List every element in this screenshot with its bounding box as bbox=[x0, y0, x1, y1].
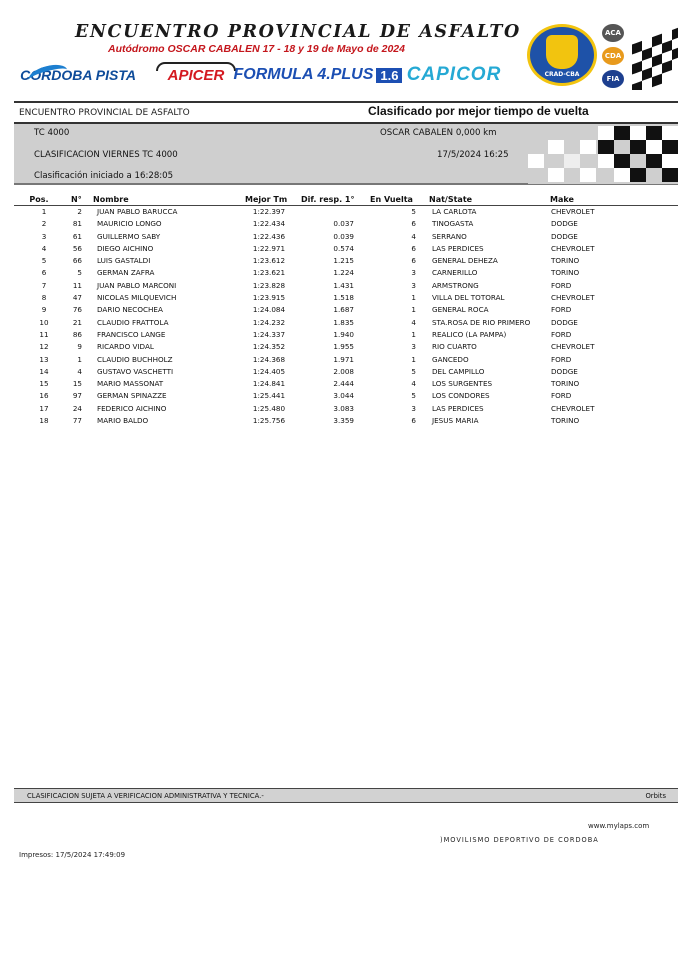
cell-num: 24 bbox=[72, 403, 82, 413]
cell-pos: 12 bbox=[39, 342, 49, 352]
cell-nat: JESUS MARIA bbox=[432, 416, 479, 426]
checkered-flag-icon bbox=[628, 24, 678, 90]
cell-num: 81 bbox=[72, 219, 82, 229]
table-row bbox=[0, 244, 678, 256]
cell-lap: 5 bbox=[411, 207, 416, 216]
cell-lap: 6 bbox=[411, 219, 416, 229]
apicer-logo bbox=[148, 62, 244, 88]
cell-num: 86 bbox=[72, 329, 82, 339]
cell-name: FEDERICO AICHINO bbox=[97, 403, 167, 413]
cell-name: MAURICIO LONGO bbox=[97, 219, 162, 229]
cell-lap: 3 bbox=[411, 280, 416, 290]
footer-note: CLASIFICACION SUJETA A VERIFICACION ADMINISTRATIVA Y TECNICA.- bbox=[27, 792, 264, 800]
cell-diff: 0.574 bbox=[333, 243, 354, 253]
cell-pos: 6 bbox=[41, 268, 47, 278]
cell-best: 1:25.441 bbox=[252, 391, 286, 401]
cell-num: 47 bbox=[72, 293, 82, 303]
cell-name: JUAN PABLO BARUCCA bbox=[97, 207, 178, 216]
cell-make: CHEVROLET bbox=[551, 342, 595, 352]
cell-lap: 1 bbox=[411, 293, 416, 303]
col-lap-header: En Vuelta bbox=[370, 195, 413, 204]
session-start-time: Clasificación iniciado a 16:28:05 bbox=[34, 171, 174, 181]
cell-diff: 3.044 bbox=[333, 391, 354, 401]
table-row bbox=[0, 404, 678, 416]
cell-best: 1:24.352 bbox=[252, 342, 286, 352]
cell-pos: 4 bbox=[41, 243, 47, 253]
cell-best: 1:24.841 bbox=[252, 379, 286, 389]
cell-make: CHEVROLET bbox=[551, 207, 595, 216]
footer-system: Orbits bbox=[645, 792, 666, 800]
cell-pos: 5 bbox=[41, 256, 47, 266]
table-row bbox=[0, 367, 678, 379]
cell-make: DODGE bbox=[551, 366, 578, 376]
cell-name: FRANCISCO LANGE bbox=[97, 329, 166, 339]
results-table-body bbox=[0, 207, 678, 428]
cell-lap: 3 bbox=[411, 268, 416, 278]
cell-num: 66 bbox=[72, 256, 82, 266]
table-row bbox=[0, 416, 678, 428]
cell-num: 61 bbox=[72, 231, 82, 241]
cell-num: 2 bbox=[77, 207, 82, 216]
cell-lap: 6 bbox=[411, 243, 416, 253]
track-label: OSCAR CABALEN 0,000 km bbox=[380, 128, 497, 138]
capicor-text: CAPICOR bbox=[406, 64, 502, 85]
col-diff-header: Dif. resp. 1° bbox=[301, 195, 355, 204]
cell-lap: 6 bbox=[411, 256, 416, 266]
apicer-text: APICER bbox=[167, 66, 225, 84]
formula-text: FORMULA 4.PLUS bbox=[233, 66, 374, 83]
col-make-header: Make bbox=[550, 195, 574, 204]
cell-make: DODGE bbox=[551, 317, 578, 327]
cell-make: FORD bbox=[551, 354, 572, 364]
cell-num: 11 bbox=[72, 280, 82, 290]
col-num-header: N° bbox=[71, 195, 82, 204]
col-name-header: Nombre bbox=[93, 195, 129, 204]
cell-num: 56 bbox=[72, 243, 82, 253]
table-row bbox=[0, 379, 678, 391]
cell-num: 15 bbox=[72, 379, 82, 389]
cell-num: 9 bbox=[77, 342, 82, 352]
category-label: TC 4000 bbox=[34, 128, 70, 138]
cell-lap: 4 bbox=[411, 231, 416, 241]
cell-nat: GENERAL ROCA bbox=[432, 305, 489, 315]
cell-lap: 1 bbox=[411, 305, 416, 315]
cell-nat: GENERAL DEHEZA bbox=[432, 256, 498, 266]
cell-make: FORD bbox=[551, 329, 572, 339]
cell-nat: ARMSTRONG bbox=[432, 280, 479, 290]
session-date: 17/5/2024 16:25 bbox=[437, 150, 509, 160]
cordoba-pista-text: CORDOBA PISTA bbox=[20, 66, 136, 83]
cell-pos: 18 bbox=[39, 416, 49, 426]
cell-best: 1:24.337 bbox=[252, 329, 286, 339]
cell-make: FORD bbox=[551, 305, 572, 315]
cell-pos: 10 bbox=[39, 317, 49, 327]
cell-name: CLAUDIO FRATTOLA bbox=[97, 317, 169, 327]
cell-make: DODGE bbox=[551, 231, 578, 241]
table-row bbox=[0, 330, 678, 342]
cell-pos: 11 bbox=[39, 329, 49, 339]
session-label: CLASIFICACION VIERNES TC 4000 bbox=[34, 150, 178, 160]
cell-nat: RIO CUARTO bbox=[432, 342, 477, 352]
cell-make: FORD bbox=[551, 280, 572, 290]
cell-nat: SERRANO bbox=[432, 231, 467, 241]
cell-nat: LOS CONDORES bbox=[432, 391, 490, 401]
cell-best: 1:24.232 bbox=[252, 317, 286, 327]
cell-pos: 17 bbox=[39, 403, 49, 413]
cell-name: GERMAN SPINAZZE bbox=[97, 391, 167, 401]
cell-num: 97 bbox=[72, 391, 82, 401]
table-header-rule bbox=[14, 205, 678, 206]
cell-pos: 15 bbox=[39, 379, 49, 389]
website-label: www.mylaps.com bbox=[588, 822, 650, 830]
footer-bar bbox=[14, 788, 678, 803]
cell-make: TORINO bbox=[551, 416, 580, 426]
cell-name: DARIO NECOCHEA bbox=[97, 305, 163, 315]
cell-make: CHEVROLET bbox=[551, 243, 595, 253]
table-row bbox=[0, 293, 678, 305]
cell-diff: 1.215 bbox=[333, 256, 354, 266]
cell-num: 21 bbox=[72, 317, 82, 327]
cell-lap: 4 bbox=[411, 317, 416, 327]
cell-make: FORD bbox=[551, 391, 572, 401]
cell-diff: 1.431 bbox=[333, 280, 354, 290]
cell-pos: 16 bbox=[39, 391, 49, 401]
table-row bbox=[0, 342, 678, 354]
cell-nat: GANCEDO bbox=[432, 354, 469, 364]
cell-num: 5 bbox=[77, 268, 82, 278]
cell-best: 1:23.612 bbox=[252, 256, 286, 266]
cell-best: 1:23.828 bbox=[252, 280, 286, 290]
cell-best: 1:25.756 bbox=[252, 416, 286, 426]
cell-name: LUIS GASTALDI bbox=[97, 256, 151, 266]
cell-nat: REALICO (LA PAMPA) bbox=[432, 329, 507, 339]
event-banner bbox=[0, 0, 678, 96]
cell-make: CHEVROLET bbox=[551, 293, 595, 303]
header-rule bbox=[14, 101, 678, 103]
cell-diff: 3.359 bbox=[333, 416, 354, 426]
cell-lap: 1 bbox=[411, 354, 416, 364]
cell-make: DODGE bbox=[551, 219, 578, 229]
cell-lap: 6 bbox=[411, 416, 416, 426]
session-info-box bbox=[14, 124, 678, 185]
cell-name: CLAUDIO BUCHHOLZ bbox=[97, 354, 173, 364]
cell-name: MARIO MASSONAT bbox=[97, 379, 164, 389]
table-row bbox=[0, 268, 678, 280]
cell-best: 1:22.971 bbox=[252, 243, 286, 253]
formula-badge: 1.6 bbox=[376, 68, 402, 83]
formula-logo bbox=[233, 62, 399, 88]
cell-best: 1:23.621 bbox=[252, 268, 286, 278]
printed-timestamp: Impresos: 17/5/2024 17:49:09 bbox=[19, 851, 126, 859]
table-row bbox=[0, 281, 678, 293]
col-best-header: Mejor Tm bbox=[245, 195, 288, 204]
col-pos-header: Pos. bbox=[29, 195, 49, 204]
cell-make: TORINO bbox=[551, 256, 580, 266]
col-nat-header: Nat/State bbox=[429, 195, 473, 204]
cell-make: TORINO bbox=[551, 268, 580, 278]
club-logo-text: CRAD-CBA bbox=[544, 71, 580, 78]
cell-nat: LA CARLOTA bbox=[432, 207, 477, 216]
cell-pos: 14 bbox=[39, 366, 49, 376]
club-logo bbox=[527, 24, 597, 86]
cell-nat: LAS PERDICES bbox=[432, 403, 484, 413]
cell-diff: 2.444 bbox=[333, 379, 354, 389]
table-row bbox=[0, 355, 678, 367]
cell-num: 76 bbox=[72, 305, 82, 315]
cell-name: GERMAN ZAFRA bbox=[97, 268, 155, 278]
cda-logo: CDA bbox=[602, 47, 624, 65]
banner-title: ENCUENTRO PROVINCIAL DE ASFALTO bbox=[75, 22, 521, 42]
cell-nat: STA.ROSA DE RIO PRIMERO bbox=[432, 317, 531, 327]
fia-logo: FIA bbox=[602, 70, 624, 88]
cell-pos: 13 bbox=[39, 354, 49, 364]
cell-pos: 8 bbox=[41, 293, 47, 303]
event-name: ENCUENTRO PROVINCIAL DE ASFALTO bbox=[19, 108, 190, 118]
cell-name: RICARDO VIDAL bbox=[97, 342, 154, 352]
cell-lap: 5 bbox=[411, 366, 416, 376]
table-row bbox=[0, 207, 678, 219]
table-row bbox=[0, 256, 678, 268]
cell-diff: 1.835 bbox=[333, 317, 354, 327]
checkered-pattern-icon bbox=[528, 126, 678, 184]
cell-diff: 1.687 bbox=[333, 305, 354, 315]
cell-diff: 1.518 bbox=[333, 293, 354, 303]
cell-best: 1:24.368 bbox=[252, 354, 286, 364]
cell-best: 1:23.915 bbox=[252, 293, 286, 303]
cell-best: 1:24.084 bbox=[252, 305, 286, 315]
cell-diff: 1.955 bbox=[333, 342, 354, 352]
cell-nat: CARNERILLO bbox=[432, 268, 478, 278]
cell-name: MARIO BALDO bbox=[97, 416, 149, 426]
table-row bbox=[0, 232, 678, 244]
cell-nat: DEL CAMPILLO bbox=[432, 366, 485, 376]
table-row bbox=[0, 305, 678, 317]
cell-pos: 9 bbox=[41, 305, 47, 315]
cell-lap: 3 bbox=[411, 403, 416, 413]
cell-num: 77 bbox=[72, 416, 82, 426]
cell-nat: LAS PERDICES bbox=[432, 243, 484, 253]
cell-name: GUSTAVO VASCHETTI bbox=[97, 366, 174, 376]
cell-nat: TINOGASTA bbox=[432, 219, 474, 229]
cell-best: 1:22.397 bbox=[252, 207, 286, 216]
cell-diff: 0.039 bbox=[333, 231, 354, 241]
cell-name: GUILLERMO SABY bbox=[97, 231, 161, 241]
table-row bbox=[0, 318, 678, 330]
cell-best: 1:22.436 bbox=[252, 231, 286, 241]
cell-name: NICOLAS MILQUEVICH bbox=[97, 293, 177, 303]
cell-pos: 1 bbox=[41, 207, 47, 216]
cell-lap: 4 bbox=[411, 379, 416, 389]
cell-lap: 1 bbox=[411, 329, 416, 339]
cell-nat: LOS SURGENTES bbox=[432, 379, 493, 389]
banner-subtitle: Autódromo OSCAR CABALEN 17 - 18 y 19 de Mayo de 2024 bbox=[108, 43, 405, 55]
table-row bbox=[0, 219, 678, 231]
cell-diff: 3.083 bbox=[333, 403, 354, 413]
organization-label: )MOVILISMO DEPORTIVO DE CORDOBA bbox=[440, 836, 599, 844]
cell-diff: 1.971 bbox=[333, 354, 354, 364]
cell-num: 1 bbox=[77, 354, 82, 364]
cell-pos: 7 bbox=[41, 280, 47, 290]
cell-lap: 5 bbox=[411, 391, 416, 401]
cell-lap: 3 bbox=[411, 342, 416, 352]
cell-nat: VILLA DEL TOTORAL bbox=[432, 293, 505, 303]
cell-best: 1:24.405 bbox=[252, 366, 286, 376]
table-row bbox=[0, 391, 678, 403]
aca-logo: ACA bbox=[602, 24, 624, 42]
cell-name: DIEGO AICHINO bbox=[97, 243, 154, 253]
cell-diff: 2.008 bbox=[333, 366, 354, 376]
cell-pos: 2 bbox=[41, 219, 47, 229]
cell-num: 4 bbox=[77, 366, 82, 376]
cordoba-pista-logo bbox=[20, 62, 136, 88]
cell-name: JUAN PABLO MARCONI bbox=[97, 280, 177, 290]
cell-diff: 0.037 bbox=[333, 219, 354, 229]
cell-diff: 1.224 bbox=[333, 268, 354, 278]
cell-make: CHEVROLET bbox=[551, 403, 595, 413]
cell-best: 1:25.480 bbox=[252, 403, 286, 413]
cell-pos: 3 bbox=[41, 231, 47, 241]
cell-make: TORINO bbox=[551, 379, 580, 389]
capicor-logo bbox=[390, 62, 518, 88]
cell-diff: 1.940 bbox=[333, 329, 354, 339]
cell-best: 1:22.434 bbox=[252, 219, 286, 229]
report-title: Clasificado por mejor tiempo de vuelta bbox=[368, 104, 589, 118]
